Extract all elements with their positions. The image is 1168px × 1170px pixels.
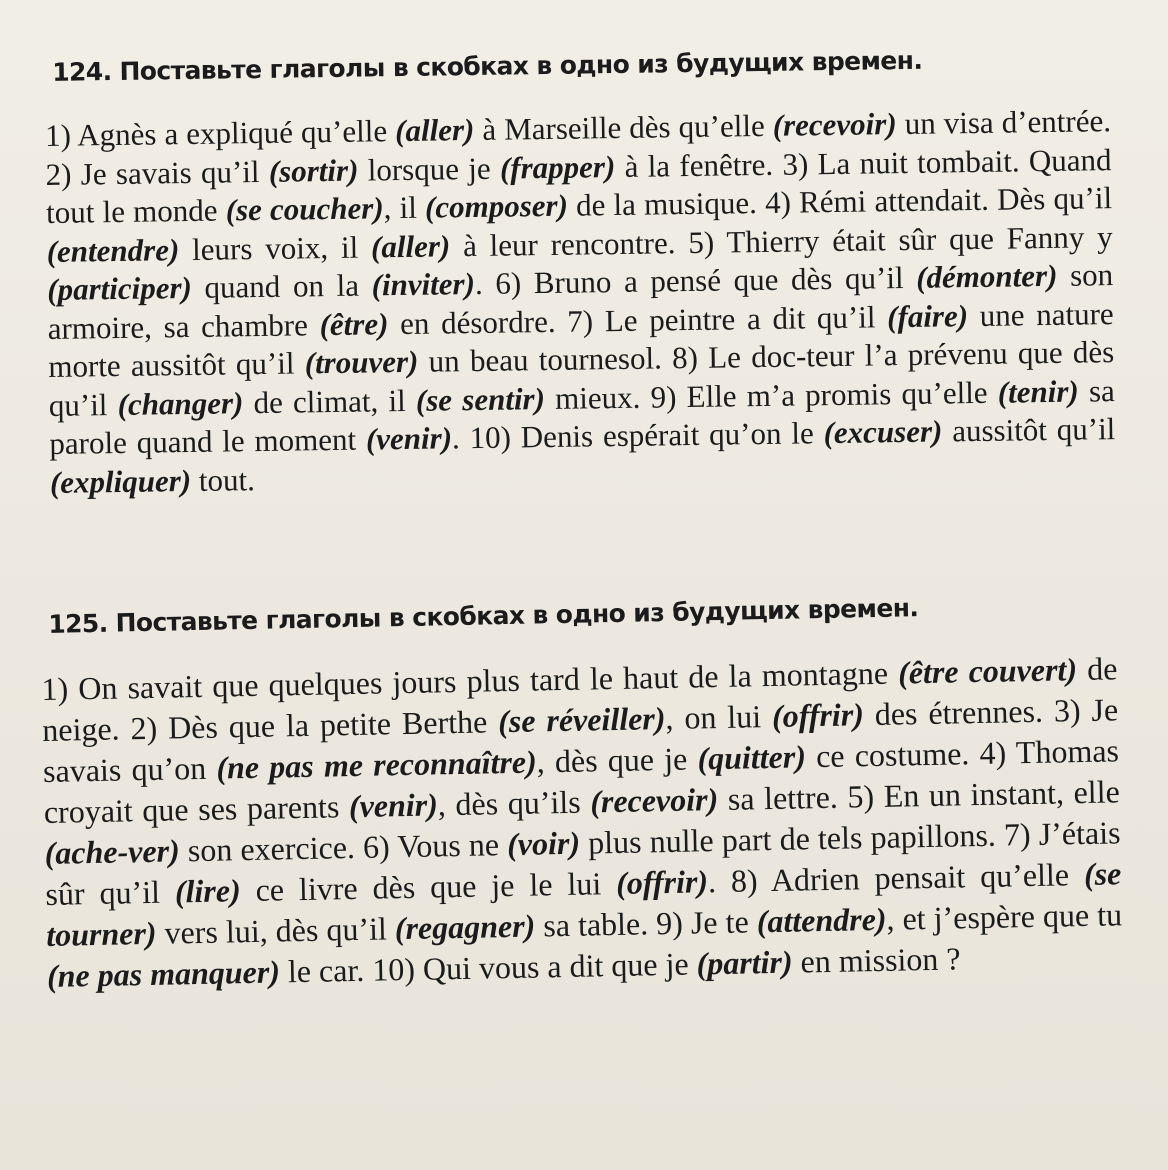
verb-prompt: (ne pas me reconnaître) bbox=[216, 743, 538, 786]
sentence-text: à Marseille dès qu’elle bbox=[474, 107, 773, 147]
verb-prompt: (excuser) bbox=[823, 413, 943, 451]
sentence-text: lorsque je bbox=[358, 150, 501, 188]
verb-prompt: (changer) bbox=[117, 384, 244, 422]
sentence-text: sa parole quand le moment bbox=[49, 372, 1115, 461]
exercise-heading bbox=[52, 43, 1110, 87]
sentence-text: , et j’espère que tu bbox=[886, 896, 1123, 937]
verb-prompt: (venir) bbox=[348, 786, 439, 825]
exercise-instruction: Поставьте глаголы в скобках в одно из будущих времен. bbox=[119, 45, 923, 86]
sentence-text: de la musique. 4) Rémi attendait. Dès qu’il bbox=[567, 180, 1113, 223]
verb-prompt: (recevoir) bbox=[772, 106, 897, 143]
sentence-text: . 10) Denis espérait qu’on le bbox=[451, 415, 824, 456]
sentence-text: de climat, il bbox=[243, 382, 417, 420]
verb-prompt: (frapper) bbox=[499, 148, 616, 186]
sentence-text: ce livre dès que je le lui bbox=[240, 864, 617, 909]
verb-prompt: (recevoir) bbox=[589, 781, 719, 820]
sentence-text: 1) Agnès a expliqué qu’elle bbox=[44, 113, 396, 153]
exercise-number: 125. bbox=[47, 608, 108, 639]
verb-prompt: (se coucher) bbox=[225, 190, 384, 228]
verb-prompt: (démonter) bbox=[915, 257, 1058, 295]
verb-prompt: (voir) bbox=[506, 824, 581, 863]
sentence-text: plus nulle part de tels papillons. 7) J’étais sûr qu’il bbox=[45, 814, 1121, 912]
sentence-text: tout. bbox=[190, 461, 256, 498]
sentence-text: sa lettre. 5) En un instant, elle bbox=[717, 773, 1121, 818]
verb-prompt: (se réveiller) bbox=[497, 700, 666, 740]
verb-prompt: (sortir) bbox=[268, 152, 359, 189]
verb-prompt: (venir) bbox=[365, 420, 453, 457]
verb-prompt: (participer) bbox=[46, 269, 193, 307]
verb-prompt: (entendre) bbox=[46, 231, 180, 269]
verb-prompt: (être) bbox=[319, 305, 389, 342]
sentence-text: aussitôt qu’il bbox=[942, 411, 1116, 449]
verb-prompt: (trouver) bbox=[304, 343, 419, 381]
sentence-text: leurs voix, il bbox=[179, 228, 372, 267]
sentence-text: , dès que je bbox=[536, 740, 698, 780]
sentence-text: son armoire, sa chambre bbox=[47, 257, 1114, 346]
sentence-text: son exercice. 6) Vous ne bbox=[179, 826, 508, 869]
verb-prompt: (se sentir) bbox=[415, 380, 546, 418]
sentence-text: en désordre. 7) Le peintre a dit qu’il bbox=[388, 298, 888, 341]
sentence-text: à leur rencontre. 5) Thierry était sûr que Fanny y bbox=[449, 218, 1113, 263]
sentence-text: quand on la bbox=[191, 267, 372, 305]
sentence-text: vers lui, dès qu’il bbox=[156, 910, 396, 951]
sentence-text: 1) On savait que quelques jours plus tard le haut de la montagne bbox=[41, 654, 899, 707]
sentence-text: un visa d’entrée. 2) Je savais qu’il bbox=[45, 103, 1112, 192]
verb-prompt: (offrir) bbox=[615, 863, 709, 901]
verb-prompt: (ache-ver) bbox=[44, 832, 181, 871]
sentence-text: . 8) Adrien pensait qu’elle bbox=[707, 856, 1085, 900]
sentence-text: mieux. 9) Elle m’a promis qu’elle bbox=[544, 374, 999, 416]
verb-prompt: (être couvert) bbox=[897, 651, 1078, 691]
sentence-text: ce costume. 4) Thomas croyait que ses parents bbox=[43, 732, 1120, 830]
sentence-text: de neige. 2) Dès que la petite Berthe bbox=[41, 650, 1118, 748]
exercise-text bbox=[41, 648, 1123, 997]
sentence-text: en mission ? bbox=[792, 940, 961, 980]
exercise-number: 124. bbox=[51, 57, 112, 87]
sentence-text: le car. 10) Qui vous a dit que je bbox=[279, 945, 697, 990]
verb-prompt: (quitter) bbox=[697, 738, 807, 777]
verb-prompt: (composer) bbox=[424, 187, 569, 225]
sentence-text: un beau tournesol. 8) Le doc-teur l’a prévenu que dès qu’il bbox=[48, 334, 1115, 423]
sentence-text: , dès qu’ils bbox=[437, 783, 591, 823]
verb-prompt: (se tourner) bbox=[45, 855, 1122, 953]
exercise-125 bbox=[40, 589, 1123, 997]
verb-prompt: (offrir) bbox=[771, 696, 865, 734]
verb-prompt: (aller) bbox=[370, 227, 451, 264]
sentence-text: une nature morte aussitôt qu’il bbox=[48, 295, 1114, 384]
verb-prompt: (regagner) bbox=[394, 907, 536, 947]
exercise-124 bbox=[44, 43, 1116, 502]
exercise-instruction: Поставьте глаголы в скобках в одно из будущих времен. bbox=[115, 593, 919, 638]
verb-prompt: (attendre) bbox=[756, 900, 887, 940]
sentence-text: à la fenêtre. 3) La nuit tombait. Quand tout le monde bbox=[45, 141, 1112, 230]
sentence-text: des étrennes. 3) Je savais qu’on bbox=[42, 691, 1119, 789]
exercise-text bbox=[45, 102, 1116, 502]
sentence-text: , il bbox=[383, 189, 426, 226]
verb-prompt: (tenir) bbox=[997, 373, 1079, 410]
sentence-text: . 6) Bruno a pensé que dès qu’il bbox=[474, 259, 917, 302]
verb-prompt: (ne pas manquer) bbox=[46, 953, 281, 994]
verb-prompt: (lire) bbox=[174, 872, 241, 910]
verb-prompt: (faire) bbox=[886, 297, 969, 334]
exercise-heading bbox=[48, 589, 1116, 638]
sentence-text: sa table. 9) Je te bbox=[534, 903, 758, 944]
verb-prompt: (aller) bbox=[394, 112, 475, 149]
verb-prompt: (inviter) bbox=[371, 266, 476, 303]
verb-prompt: (expliquer) bbox=[49, 462, 192, 500]
verb-prompt: (partir) bbox=[696, 943, 793, 982]
sentence-text: , on lui bbox=[665, 697, 773, 737]
